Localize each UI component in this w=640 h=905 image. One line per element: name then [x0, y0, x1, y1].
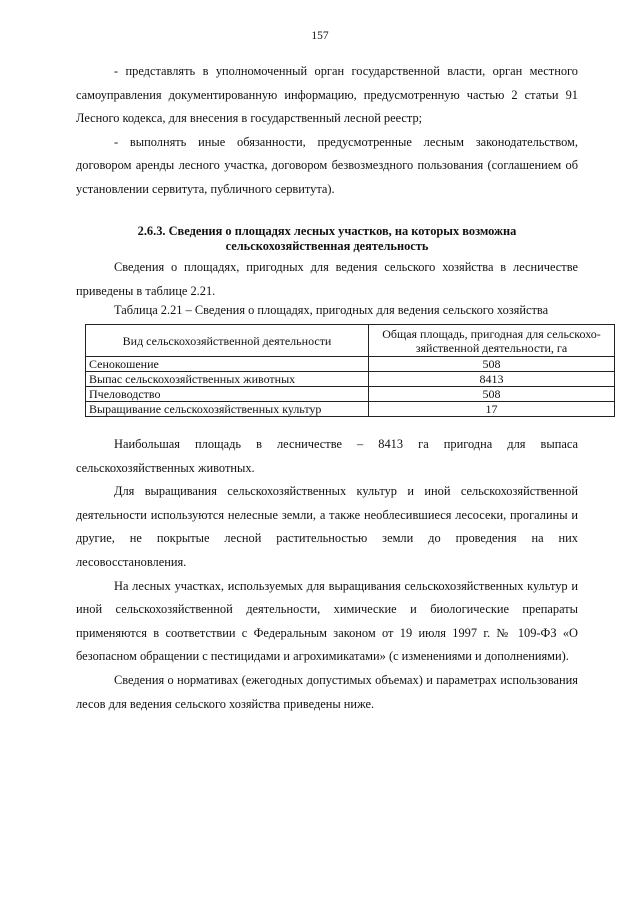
table-header-row — [86, 325, 615, 357]
conclusions — [76, 433, 578, 716]
activity-name: Пчеловодство — [86, 387, 369, 402]
intro-paragraph: Сведения о площадях, пригодных для ведения сельского хозяйства в лесничестве приведены в таблице 2.21. — [76, 260, 578, 298]
obligations-list — [76, 60, 578, 202]
activity-name: Сенокошение — [86, 357, 369, 372]
area-value: 8413 — [369, 372, 615, 387]
column-header-activity: Вид сельскохозяйственной деятельности — [86, 325, 369, 357]
area-value: 508 — [369, 387, 615, 402]
table-row — [86, 387, 615, 402]
paragraph-norms-reference: Сведения о нормативах (ежегодных допустимых объемах) и параметрах использования лесов для ведения сельского хозяйства приведены ниже. — [76, 672, 578, 711]
paragraph-chemicals-law: На лесных участках, используемых для выращивания сельскохозяйственных культур и иной сельскохозяйственной деятельности, химические и биологические препараты применяются в соответствии с Федеральным законом от 19 июля 1997 г. № 109-ФЗ «О безопасном обращении с пестицидами и агрохимикатами» (с изменениями и дополнениями). — [76, 578, 578, 664]
page-number: 157 — [311, 30, 329, 42]
table-row — [86, 357, 615, 372]
activity-name: Выращивание сельскохозяйственных культур — [86, 402, 369, 417]
paragraph-registry-obligation: - представлять в уполномоченный орган государственной власти, орган местного самоуправления документированную информацию, предусмотренную частью 2 статьи 91 Лесного кодекса, для внесения в государственный лесной реестр; — [76, 64, 578, 126]
area-value: 508 — [369, 357, 615, 372]
paragraph-other-obligations: - выполнять иные обязанности, предусмотренные лесным законодательством, договором аренды лесного участка, договором безвозмездного пользования (соглашением об установлении сервитута, публичного сервитута). — [76, 134, 578, 196]
table-row — [86, 402, 615, 417]
table-row — [86, 372, 615, 387]
area-value: 17 — [369, 402, 615, 417]
section-heading-line1: 2.6.3. Сведения о площадях лесных участков, на которых возможна — [137, 224, 517, 238]
paragraph-land-use: Для выращивания сельскохозяйственных культур и иной сельскохозяйственной деятельности используются нелесные земли, а также необлесившиеся лесосеки, прогалины и другие, не покрытые лесной растительностью земли до проведения на них лесовосстановления. — [76, 484, 578, 569]
activity-name: Выпас сельскохозяйственных животных — [86, 372, 369, 387]
section-intro — [76, 256, 578, 303]
column-header-area: Общая площадь, пригодная для сельскохо-зяйственной деятельности, га — [369, 325, 615, 357]
section-heading-line2: сельскохозяйственная деятельность — [225, 239, 429, 253]
section-heading — [76, 224, 578, 254]
table-caption: Таблица 2.21 – Сведения о площадях, пригодных для ведения сельского хозяйства — [114, 303, 549, 317]
paragraph-largest-area: Наибольшая площадь в лесничестве – 8413 га пригодна для выпаса сельскохозяйственных животных. — [76, 437, 578, 475]
agricultural-areas-table — [85, 324, 615, 417]
